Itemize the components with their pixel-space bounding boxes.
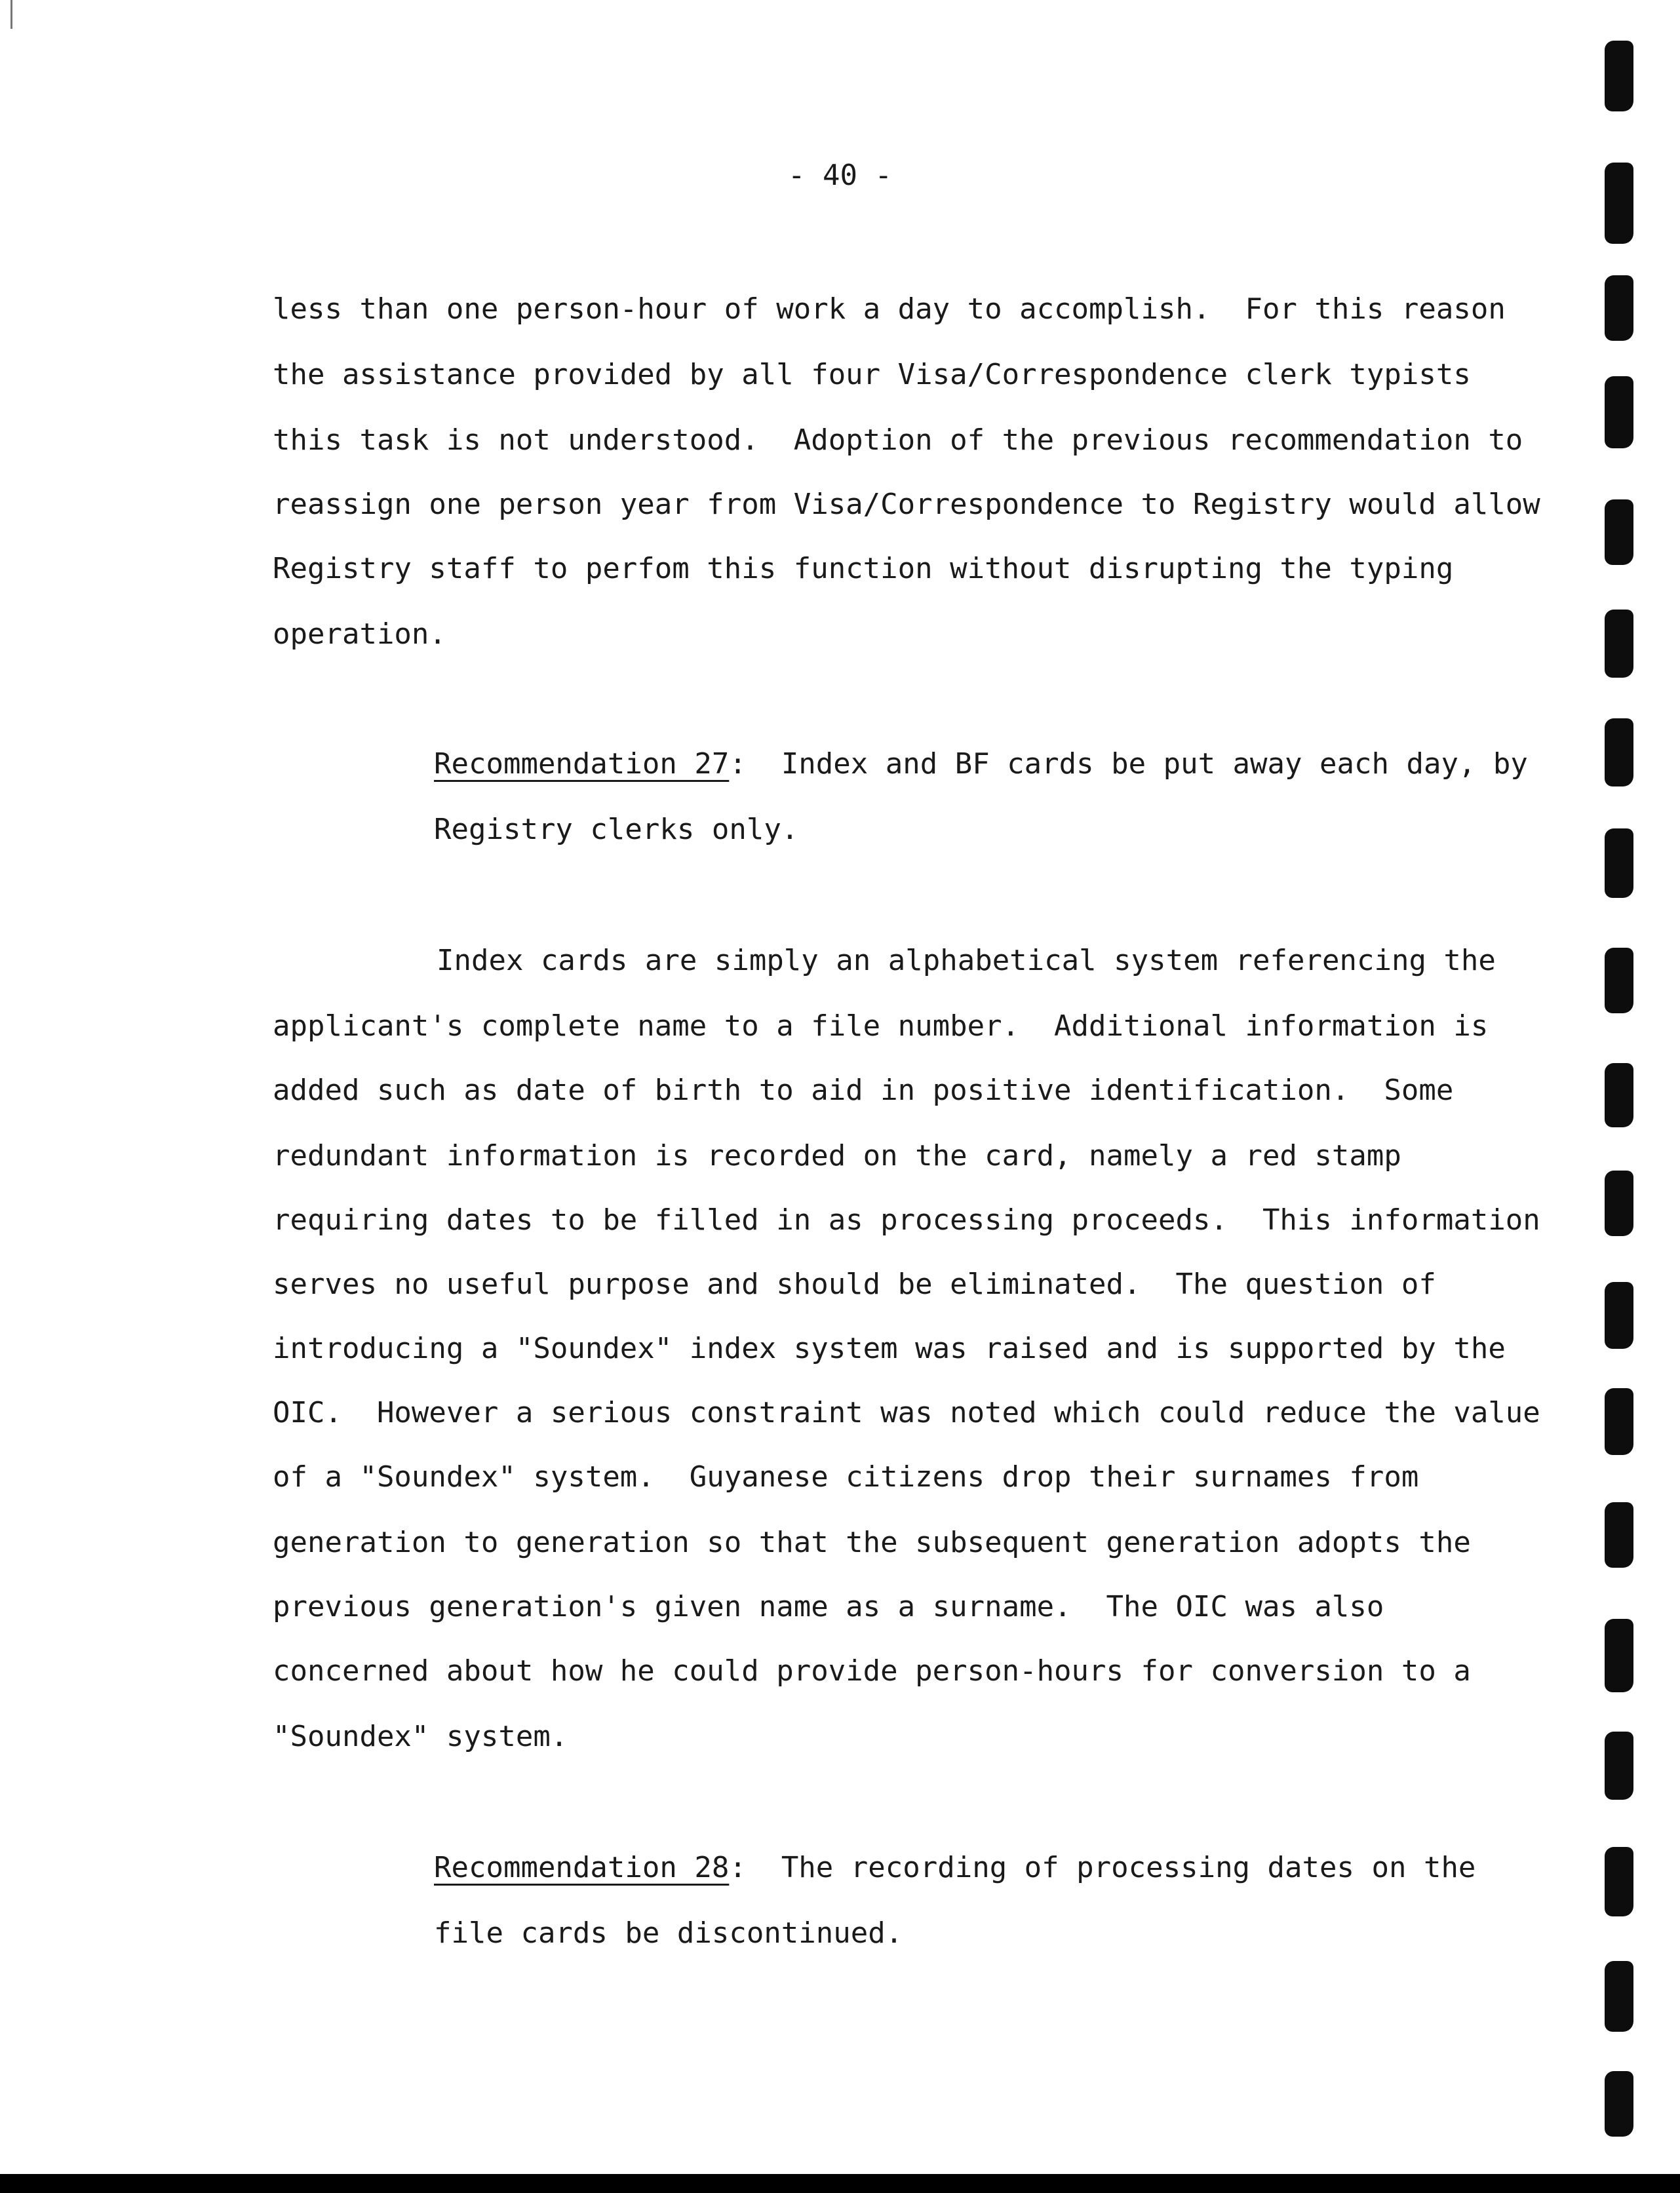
paragraph-line: less than one person-hour of work a day to accomplish. For this reason <box>273 292 1506 326</box>
paragraph-line: "Soundex" system. <box>273 1720 568 1753</box>
binding-hole <box>1605 499 1633 565</box>
paragraph-line: concerned about how he could provide person-hours for conversion to a <box>273 1654 1471 1688</box>
recommendation-label: Recommendation 28 <box>434 1851 730 1884</box>
recommendation-27-continued: Registry clerks only. <box>434 813 799 846</box>
binding-hole <box>1605 1502 1633 1568</box>
recommendation-28-continued: file cards be discontinued. <box>434 1916 903 1950</box>
binding-hole <box>1605 1961 1633 2032</box>
binding-hole <box>1605 828 1633 898</box>
binding-hole <box>1605 376 1633 448</box>
paragraph-line: of a "Soundex" system. Guyanese citizens drop their surnames from <box>273 1460 1419 1494</box>
recommendation-28 <box>434 1853 1475 1882</box>
page-number: - 40 - <box>788 159 892 192</box>
recommendation-text: : The recording of processing dates on the <box>729 1851 1476 1884</box>
paragraph-line: applicant's complete name to a file number. Additional information is <box>273 1009 1489 1043</box>
paragraph-line: introducing a "Soundex" index system was raised and is supported by the <box>273 1332 1506 1365</box>
binding-hole <box>1605 163 1633 244</box>
binding-hole <box>1605 1282 1633 1349</box>
binding-hole <box>1605 610 1633 678</box>
paragraph-line: this task is not understood. Adoption of the previous recommendation to <box>273 423 1523 457</box>
recommendation-27 <box>434 747 1528 781</box>
recommendation-label: Recommendation 27 <box>434 747 730 781</box>
binding-hole <box>1605 1388 1633 1455</box>
paragraph-line: previous generation's given name as a surname. The OIC was also <box>273 1590 1384 1623</box>
paragraph-line: serves no useful purpose and should be eliminated. The question of <box>273 1268 1436 1301</box>
binding-hole <box>1605 2071 1633 2137</box>
binding-hole <box>1605 41 1633 111</box>
scan-bottom-edge <box>0 2174 1680 2193</box>
paragraph-line: Index cards are simply an alphabetical system referencing the <box>437 944 1496 977</box>
paragraph-line: OIC. However a serious constraint was noted which could reduce the value <box>273 1396 1540 1429</box>
binding-hole <box>1605 1171 1633 1236</box>
paragraph-line: added such as date of birth to aid in positive identification. Some <box>273 1074 1454 1107</box>
binding-hole <box>1605 275 1633 341</box>
paragraph-line: operation. <box>273 617 446 651</box>
binding-hole <box>1605 1619 1633 1692</box>
binding-hole <box>1605 1732 1633 1800</box>
paragraph-line: requiring dates to be filled in as processing proceeds. This information <box>273 1203 1540 1237</box>
binding-hole <box>1605 1847 1633 1916</box>
binding-hole <box>1605 718 1633 786</box>
paragraph-line: the assistance provided by all four Visa/Correspondence clerk typists <box>273 358 1471 391</box>
paragraph-line: generation to generation so that the subsequent generation adopts the <box>273 1526 1471 1559</box>
paragraph-line: redundant information is recorded on the card, namely a red stamp <box>273 1139 1401 1173</box>
paragraph-line: Registry staff to perfom this function without disrupting the typing <box>273 552 1454 585</box>
binding-hole <box>1605 948 1633 1013</box>
recommendation-text: : Index and BF cards be put away each day, by <box>729 747 1528 781</box>
binding-hole <box>1605 1063 1633 1127</box>
paragraph-line: reassign one person year from Visa/Correspondence to Registry would allow <box>273 488 1540 521</box>
margin-mark <box>10 0 12 29</box>
